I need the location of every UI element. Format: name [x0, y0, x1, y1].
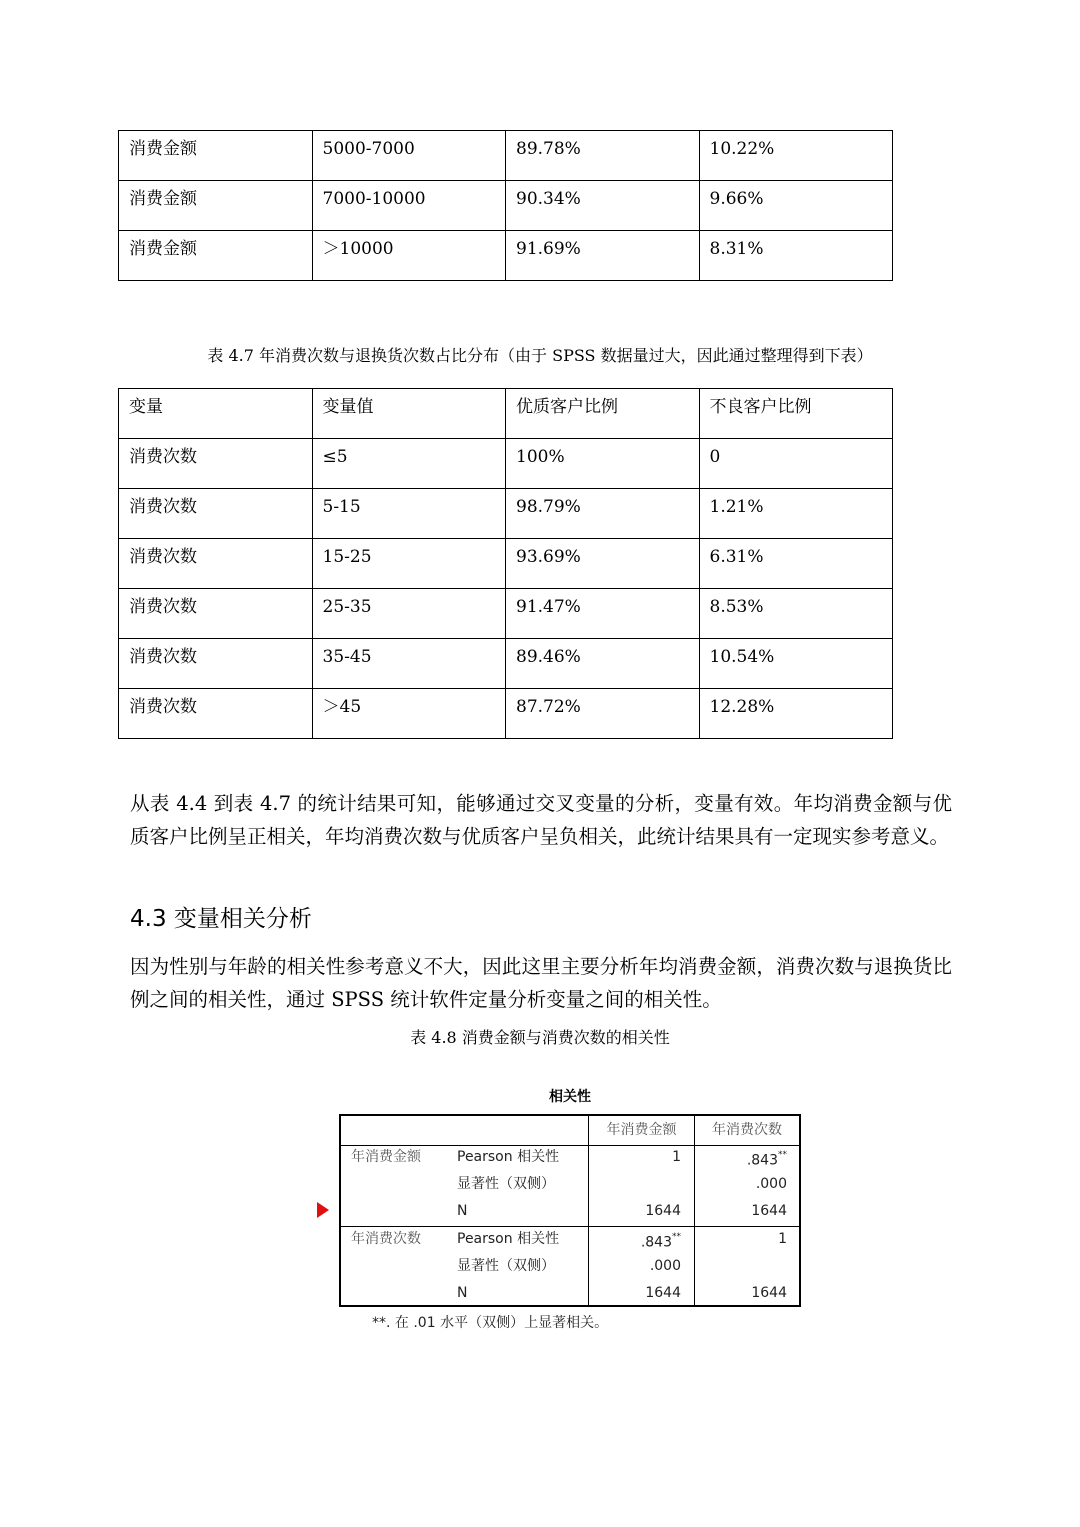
table-cell: 90.34% — [506, 181, 700, 231]
table-cell: 10.54% — [699, 639, 893, 689]
table-caption: 表 4.7 年消费次数与退换货次数占比分布（由于 SPSS 数据量过大，因此通过整理得到下表） — [207, 346, 873, 365]
table-cell: 1.21% — [699, 489, 893, 539]
table-cell: 消费次数 — [119, 439, 313, 489]
table-cell: 消费次数 — [119, 489, 313, 539]
arrow-marker-icon — [317, 1202, 329, 1218]
table-row — [119, 639, 893, 689]
column-header: 年消费次数 — [712, 1122, 782, 1138]
table-cell: 15-25 — [312, 539, 506, 589]
stat-label: Pearson 相关性 — [457, 1149, 560, 1165]
table-cell: 93.69% — [506, 539, 700, 589]
row-group-label: 年消费金额 — [351, 1149, 421, 1165]
row-group-label: 年消费次数 — [351, 1231, 421, 1247]
table-cell: 消费金额 — [119, 181, 313, 231]
table-row — [119, 439, 893, 489]
table-cell: ＞10000 — [312, 231, 506, 281]
stat-label: 显著性（双侧） — [457, 1176, 555, 1192]
column-header: 不良客户比例 — [699, 389, 893, 439]
significance-mark: ** — [672, 1232, 681, 1242]
column-header: 变量值 — [312, 389, 506, 439]
table-cell: 8.31% — [699, 231, 893, 281]
table-cell: 89.78% — [506, 131, 700, 181]
correlation-value: .843 — [746, 1152, 778, 1169]
table-row — [119, 489, 893, 539]
table-cell: 消费次数 — [119, 589, 313, 639]
table-cell: ＞45 — [312, 689, 506, 739]
column-header: 优质客户比例 — [506, 389, 700, 439]
stat-value: 1644 — [645, 1203, 681, 1219]
table-row — [119, 589, 893, 639]
table-cell: 98.79% — [506, 489, 700, 539]
stat-label: N — [457, 1285, 468, 1301]
spss-table-title: 相关性 — [549, 1089, 591, 1105]
table-row — [119, 131, 893, 181]
stat-value: 1644 — [645, 1285, 681, 1301]
stat-label: Pearson 相关性 — [457, 1231, 560, 1247]
correlation-value: .843 — [640, 1234, 672, 1251]
table-header-row — [119, 389, 893, 439]
stat-value: .000 — [755, 1176, 787, 1192]
column-header: 变量 — [119, 389, 313, 439]
table-cell: 25-35 — [312, 589, 506, 639]
consumption-amount-table — [118, 130, 893, 281]
table-cell: 91.47% — [506, 589, 700, 639]
significance-mark: ** — [778, 1150, 787, 1160]
table-cell: 消费次数 — [119, 689, 313, 739]
table-cell: 8.53% — [699, 589, 893, 639]
table-cell: 35-45 — [312, 639, 506, 689]
stat-value: 1 — [672, 1149, 681, 1165]
table-cell: 消费金额 — [119, 131, 313, 181]
table-cell: 消费次数 — [119, 639, 313, 689]
table-cell: ≤5 — [312, 439, 506, 489]
stat-value: 1644 — [751, 1203, 787, 1219]
consumption-count-table — [118, 388, 893, 739]
body-paragraph: 因为性别与年龄的相关性参考意义不大，因此这里主要分析年均消费金额，消费次数与退换货比例之间的相关性，通过 SPSS 统计软件定量分析变量之间的相关性。 — [130, 955, 952, 1011]
table-cell: 87.72% — [506, 689, 700, 739]
table-row — [119, 689, 893, 739]
table-cell: 10.22% — [699, 131, 893, 181]
table-cell: 消费次数 — [119, 539, 313, 589]
section-heading: 4.3 变量相关分析 — [130, 906, 312, 932]
table-cell: 5000-7000 — [312, 131, 506, 181]
table-row — [119, 231, 893, 281]
table-caption: 表 4.8 消费金额与消费次数的相关性 — [410, 1028, 670, 1047]
table-row — [119, 181, 893, 231]
spss-footnote: **. 在 .01 水平（双侧）上显著相关。 — [372, 1315, 609, 1331]
spss-correlation-table — [339, 1114, 801, 1307]
table-cell: 7000-10000 — [312, 181, 506, 231]
table-cell: 6.31% — [699, 539, 893, 589]
body-paragraph: 从表 4.4 到表 4.7 的统计结果可知，能够通过交叉变量的分析，变量有效。年均消费金额与优质客户比例呈正相关，年均消费次数与优质客户呈负相关，此统计结果具有一定现实参考意义。 — [130, 792, 952, 848]
column-header: 年消费金额 — [606, 1122, 677, 1138]
table-cell: 0 — [699, 439, 893, 489]
table-cell: 89.46% — [506, 639, 700, 689]
table-cell: 9.66% — [699, 181, 893, 231]
table-cell: 5-15 — [312, 489, 506, 539]
table-cell: 91.69% — [506, 231, 700, 281]
table-cell: 100% — [506, 439, 700, 489]
stat-label: N — [457, 1203, 468, 1219]
stat-value: 1644 — [751, 1285, 787, 1301]
stat-value: .000 — [649, 1258, 681, 1274]
table-row — [119, 539, 893, 589]
stat-label: 显著性（双侧） — [457, 1258, 555, 1274]
stat-value: 1 — [778, 1231, 787, 1247]
table-cell: 12.28% — [699, 689, 893, 739]
table-cell: 消费金额 — [119, 231, 313, 281]
